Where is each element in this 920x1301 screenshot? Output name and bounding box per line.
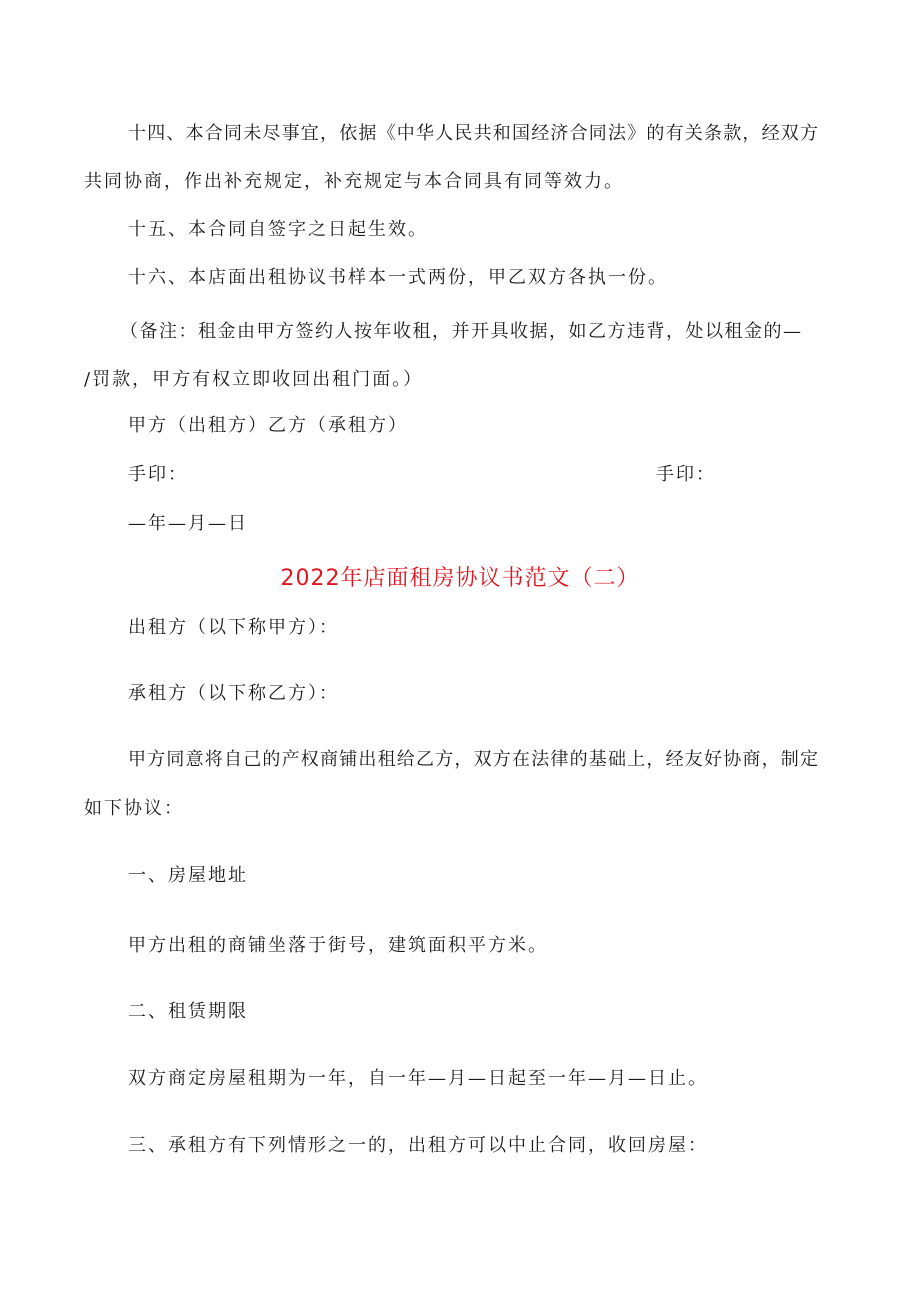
section-title: 2022年店面租房协议书范文（二） bbox=[280, 566, 640, 591]
section-2-text: 双方商定房屋租期为一年，自一年—月—日起至一年—月—日止。 bbox=[128, 1068, 708, 1089]
lessee-line: 承租方（以下称乙方）： bbox=[128, 683, 339, 704]
section-1-text: 甲方出租的商铺坐落于街号，建筑面积平方米。 bbox=[128, 935, 548, 956]
note-line-2: /罚款，甲方有权立即收回出租门面。） bbox=[84, 369, 424, 390]
lessor-line: 出租方（以下称甲方）： bbox=[128, 617, 339, 638]
section-2-heading: 二、租赁期限 bbox=[128, 1001, 248, 1022]
intro-line-2: 如下协议： bbox=[84, 798, 184, 819]
seal-right: 手印： bbox=[656, 464, 716, 485]
clause-14-line-1: 十四、本合同未尽事宜，依据《中华人民共和国经济合同法》的有关条款，经双方 bbox=[128, 123, 820, 144]
clause-16: 十六、本店面出租协议书样本一式两份，甲乙双方各执一份。 bbox=[128, 267, 668, 288]
seal-left: 手印： bbox=[128, 464, 188, 485]
clause-15: 十五、本合同自签字之日起生效。 bbox=[128, 219, 428, 240]
section-3-heading: 三、承租方有下列情形之一的，出租方可以中止合同，收回房屋： bbox=[128, 1135, 708, 1156]
date-line: —年—月—日 bbox=[128, 513, 248, 534]
clause-14-line-2: 共同协商，作出补充规定，补充规定与本合同具有同等效力。 bbox=[84, 171, 624, 192]
intro-line-1: 甲方同意将自己的产权商铺出租给乙方，双方在法律的基础上，经友好协商，制定 bbox=[128, 749, 820, 770]
note-line-1: （备注：租金由甲方签约人按年收租，并开具收据，如乙方违背，处以租金的— bbox=[120, 321, 803, 342]
section-1-heading: 一、房屋地址 bbox=[128, 865, 248, 886]
parties-line: 甲方（出租方）乙方（承租方） bbox=[128, 415, 408, 436]
